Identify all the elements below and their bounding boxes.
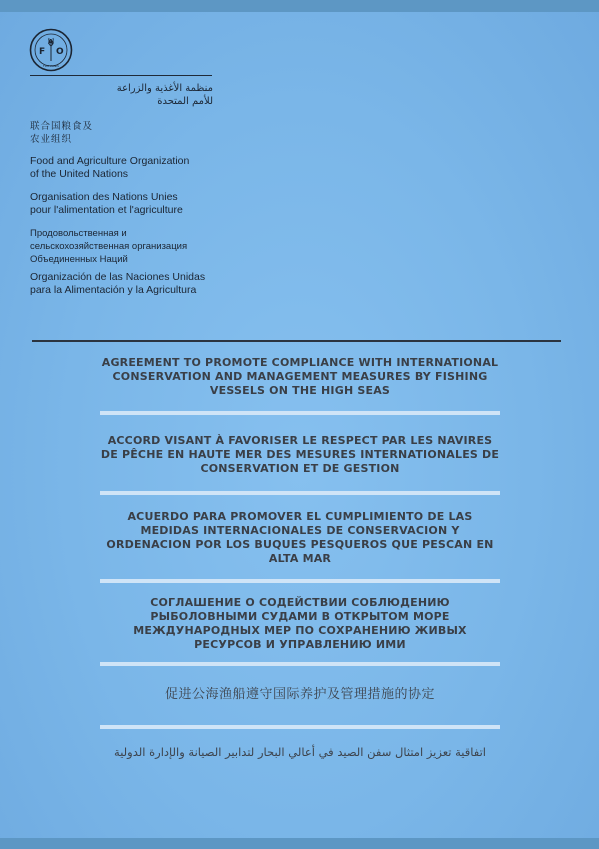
title-spanish: ACUERDO PARA PROMOVER EL CUMPLIMIENTO DE LAS MEDIDAS INTERNACIONALES DE CONSERVACION Y ORDENACION POR LOS BUQUES PESQUEROS QUE PESCAN EN ALTA MAR — [106, 510, 494, 565]
header-rule — [30, 75, 212, 76]
bottom-band — [0, 838, 599, 849]
title-divider — [100, 662, 500, 666]
top-band — [0, 0, 599, 12]
title-divider — [100, 411, 500, 415]
title-divider — [100, 491, 500, 495]
logo-letter-o: O — [56, 47, 64, 57]
org-name-french: Organisation des Nations Unies pour l'alimentation et l'agriculture — [30, 191, 183, 216]
title-english: AGREEMENT TO PROMOTE COMPLIANCE WITH INTERNATIONAL CONSERVATION AND MANAGEMENT MEASURES BY FISHING VESSELS ON THE HIGH SEAS — [101, 356, 499, 397]
title-russian: СОГЛАШЕНИЕ О СОДЕЙСТВИИ СОБЛЮДЕНИЮ РЫБОЛОВНЫМИ СУДАМИ В ОТКРЫТОМ МОРЕ МЕЖДУНАРОДНЫХ МЕР ПО СОХРАНЕНИЮ ЖИВЫХ РЕСУРСОВ И УПРАВЛЕНИЮ ИМИ — [133, 596, 467, 651]
logo-letter-a: A — [48, 38, 54, 46]
org-name-spanish: Organización de las Naciones Unidas para la Alimentación y la Agricultura — [30, 271, 206, 296]
main-rule — [32, 340, 561, 342]
title-arabic: اتفاقية تعزيز امتثال سفن الصيد في أعالي البحار لتدابير الصيانة والإدارة الدولية — [114, 745, 486, 759]
title-french: ACCORD VISANT À FAVORISER LE RESPECT PAR LES NAVIRES DE PÊCHE EN HAUTE MER DES MESURES INTERNATIONALES DE CONSERVATION ET DE GESTION — [100, 434, 500, 475]
logo-motto: FIAT PANIS — [43, 64, 59, 68]
org-name-english: Food and Agriculture Organization of the United Nations — [30, 155, 190, 180]
logo-letter-f: F — [39, 47, 46, 57]
org-name-arabic: منظمة الأغذية والزراعة للأمم المتحدة — [116, 83, 213, 107]
title-chinese: 促进公海渔船遵守国际养护及管理措施的协定 — [164, 687, 435, 702]
title-divider — [100, 579, 500, 583]
org-name-chinese: 联合国粮食及 农业组织 — [30, 121, 94, 145]
org-name-russian: Продовольственная и сельскохозяйственная организация Объединенных Наций — [30, 228, 188, 265]
fao-emblem-icon — [29, 28, 73, 72]
title-divider — [100, 725, 500, 729]
